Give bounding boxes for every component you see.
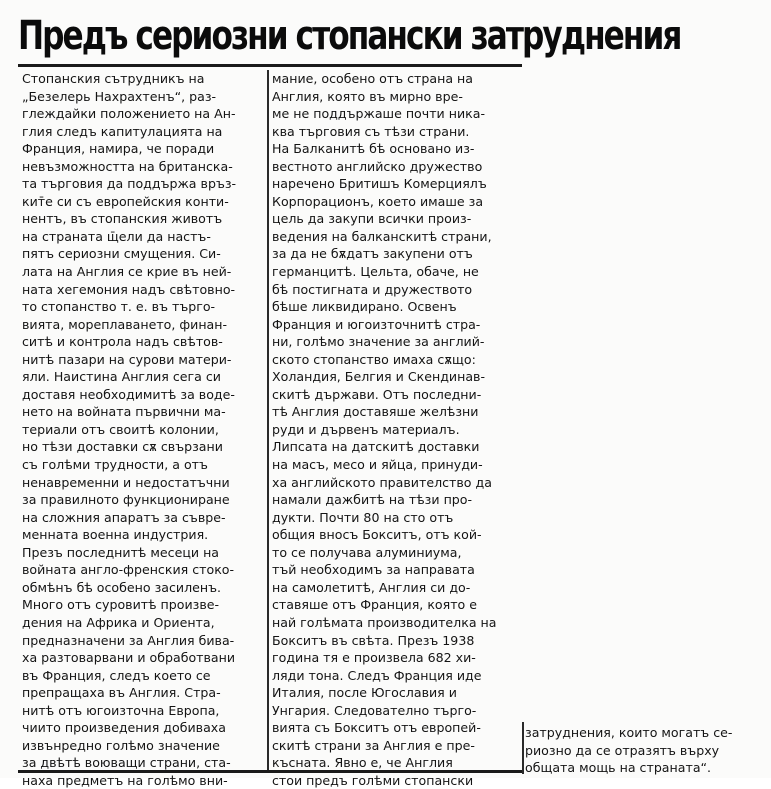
text-line: та търговия да поддържа връз- (22, 176, 237, 192)
text-line: руди и дървенъ материалъ. (272, 421, 460, 437)
bottom-rule (18, 770, 522, 773)
text-line: На Балканитѣ бѣ основано из- (272, 141, 475, 157)
text-line: дукти. Почти 80 на сто отъ (272, 509, 454, 525)
text-line: но тѣзи доставки сѫ свързани (22, 439, 223, 455)
text-line: доставя необходимитѣ за воде- (22, 386, 235, 402)
text-line: препращаха въ Англия. Стра- (22, 685, 221, 701)
text-line: вестното английско дружество (272, 158, 483, 174)
text-line: ненавременни и недостатъчни (22, 474, 230, 490)
text-line: мание, особено отъ страна на (272, 71, 474, 86)
text-line: ведения на балканскитѣ страни, (272, 228, 492, 244)
text-line: общия вносъ Бокситъ, отъ кой- (272, 527, 482, 543)
text-line: извънредно голѣмо значение (22, 737, 220, 753)
text-line: на масъ, месо и яйца, принуди- (272, 457, 483, 473)
text-line: тѣ Англия доставяше желѣзни (272, 404, 479, 420)
text-line: ната хегемония надъ свѣтовно- (22, 281, 236, 297)
article-continuation (525, 724, 765, 777)
text-line: ха английското правителство да (272, 474, 492, 490)
text-line: териали отъ своитѣ колонии, (22, 421, 219, 437)
text-line: предназначени за Англия бива- (22, 632, 235, 648)
text-line: тъй необходимъ за направата (272, 562, 475, 578)
text-line: на страната щ̄ели да настъ- (22, 228, 211, 244)
text-line: чиито произведения добиваха (22, 720, 226, 736)
text-line: съ голѣми трудности, а отъ (22, 457, 208, 473)
text-line: то стопанство т. е. въ търго- (22, 299, 216, 315)
text-line: късната. Явно е, че Англия (272, 755, 453, 771)
text-line: скитѣ страни за Англия е пре- (272, 737, 475, 753)
text-line: затруднения, които могатъ се- (525, 725, 733, 740)
text-line: кит̄е си съ европейския конти- (22, 193, 229, 209)
text-line: на сложния апаратъ за съвре- (22, 509, 226, 525)
text-line: година тя е произвела 682 хи- (272, 650, 476, 666)
text-line: Унгария. Следователно търго- (272, 702, 477, 718)
text-line: „Безелерь Нахрахтенъ“, раз- (22, 88, 217, 104)
text-line: стои предъ голѣми стопански (272, 772, 474, 788)
text-line: Липсата на датскитѣ доставки (272, 439, 480, 455)
text-line: бѣше ликвидирано. Освенъ (272, 299, 457, 315)
headline-rule (18, 64, 522, 67)
text-line: войната англо-френския стоко- (22, 562, 235, 578)
text-line: дения на Африка и Ориента, (22, 614, 215, 630)
text-line: менната военна индустрия. (22, 527, 209, 543)
text-line: Презъ последнитѣ месеци на (22, 544, 220, 560)
headline: Предъ сериозни стопански затруднения (18, 13, 681, 59)
text-line: наха предметъ на голѣмо вни- (22, 772, 228, 788)
column-divider (267, 70, 269, 770)
text-line: Италия, после Югославия и (272, 685, 457, 701)
text-line: глия следъ капитулацията на (22, 123, 223, 139)
text-line: намали дажбитѣ на тѣзи про- (272, 492, 473, 508)
text-line: ляди тона. Следъ Франция иде (272, 667, 482, 683)
continuation-divider (522, 722, 524, 774)
text-line: ставяше отъ Франция, която е (272, 597, 477, 613)
text-line: вията, мореплаването, финан- (22, 316, 228, 332)
text-line: невъзможността на британска- (22, 158, 233, 174)
text-line: глеждайки положението на Ан- (22, 106, 236, 122)
text-line: Англия, която въ мирно вре- (272, 88, 463, 104)
text-line: на самолетитѣ, Англия си до- (272, 579, 471, 595)
text-line: ситѣ и контрола надъ свѣтов- (22, 334, 223, 350)
text-line: наречено Бритишъ Комерциялъ (272, 176, 487, 192)
text-line: Стопанския сътрудникъ на (22, 71, 205, 86)
text-line: бѣ постигната и дружеството (272, 281, 473, 297)
text-line: скитѣ държави. Отъ последни- (272, 386, 482, 402)
text-line: ни, голѣмо значение за англий- (272, 334, 485, 350)
text-line: Бокситъ въ свѣта. Презъ 1938 (272, 632, 475, 648)
text-line: обмѣнъ бѣ особено засиленъ. (22, 579, 222, 595)
text-line: Много отъ суровитѣ произве- (22, 597, 220, 613)
article-column-1 (22, 70, 265, 789)
text-line: Франция, намира, че поради (22, 141, 215, 157)
text-line: ме не поддържаше почти ника- (272, 106, 486, 122)
text-line: то се получава алуминиума, (272, 544, 462, 560)
text-line: пятъ сериозни смущения. Си- (22, 246, 221, 262)
text-line: най голѣмата производителка на (272, 614, 497, 630)
text-line: общата мощь на страната“. (525, 760, 712, 775)
text-line: въ Франция, следъ което се (22, 667, 211, 683)
text-line: яли. Наистина Англия сега си (22, 369, 221, 385)
text-line: нето на войната първични ма- (22, 404, 226, 420)
article-column-2 (272, 70, 522, 789)
text-line: нентъ, въ стопанския животъ (22, 211, 223, 227)
text-line: нитѣ отъ югоизточна Европа, (22, 702, 220, 718)
text-line: лата на Англия се крие въ ней- (22, 264, 232, 280)
text-line: ква търговия съ тѣзи страни. (272, 123, 470, 139)
text-line: цель да закупи всички произ- (272, 211, 472, 227)
text-line: Корпорационъ, което имаше за (272, 193, 484, 209)
text-line: ха разтоварвани и обработвани (22, 650, 236, 666)
text-line: Холандия, Белгия и Скендинав- (272, 369, 486, 385)
text-line: риозно да се отразятъ върху (525, 742, 720, 758)
text-line: ското стопанство имаха сѫщо: (272, 351, 476, 367)
text-line: за правилното функциониране (22, 492, 230, 508)
text-line: нитѣ пазари на сурови матери- (22, 351, 232, 367)
text-line: вията съ Бокситъ отъ европей- (272, 720, 481, 736)
text-line: германцитѣ. Цельта, обаче, не (272, 264, 479, 280)
text-line: за двѣтѣ воюващи страни, ста- (22, 755, 231, 771)
text-line: за да не бѫдатъ закупени отъ (272, 246, 473, 262)
text-line: Франция и югоизточнитѣ стра- (272, 316, 481, 332)
